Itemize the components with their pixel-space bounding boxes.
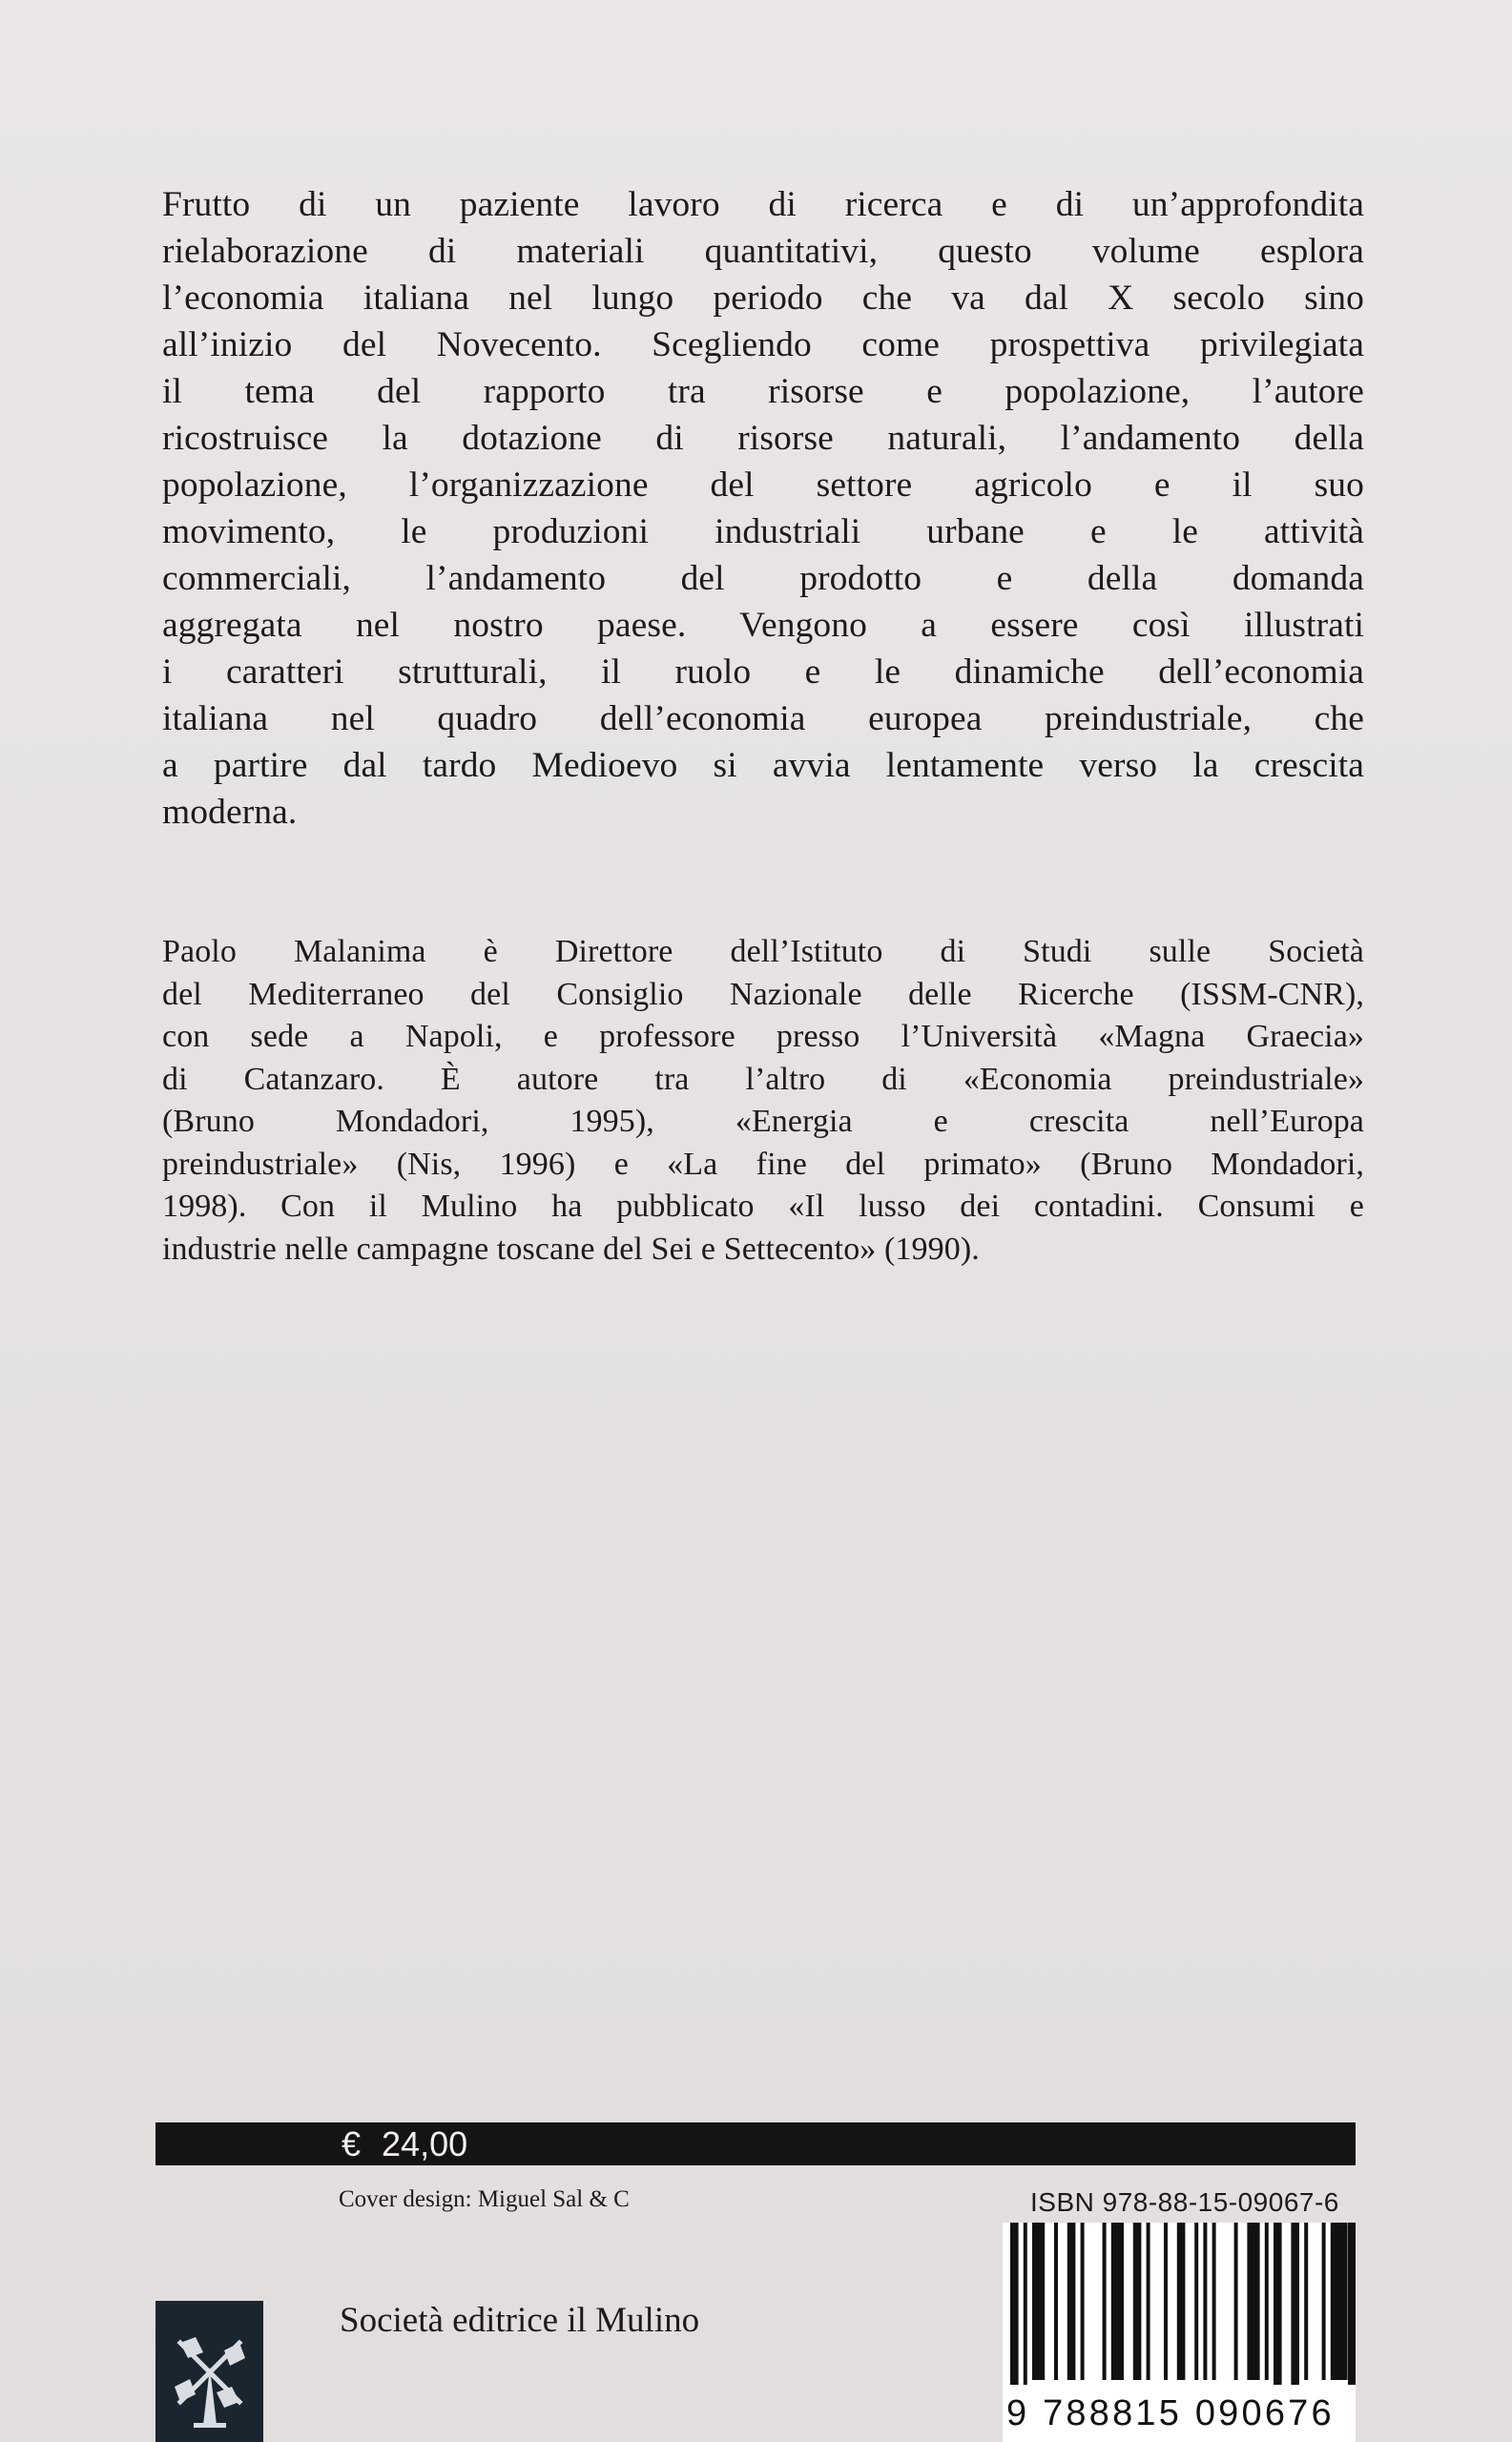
author-bio-line: (Bruno Mondadori, 1995), «Energia e crescita nell’Europa xyxy=(162,1104,1364,1139)
author-bio-line: di Catanzaro. È autore tra l’altro di «Economia preindustriale» xyxy=(162,1061,1364,1097)
barcode-bar xyxy=(1348,2223,1352,2390)
description-line: a partire dal tardo Medioevo si avvia lentamente verso la crescita xyxy=(162,746,1364,785)
barcode-bar xyxy=(1212,2223,1216,2380)
barcode-bar xyxy=(1322,2223,1326,2380)
barcode-bar xyxy=(1067,2223,1076,2380)
author-bio-line: del Mediterraneo del Consiglio Nazionale delle Ricerche (ISSM-CNR), xyxy=(162,976,1364,1012)
description-line: italiana nel quadro dell’economia europea preindustriale, che xyxy=(162,699,1364,738)
barcode-bar xyxy=(1291,2223,1299,2390)
barcode-bar xyxy=(1111,2223,1124,2380)
publisher-name: Società editrice il Mulino xyxy=(340,2301,700,2340)
barcode-bar xyxy=(1194,2223,1198,2380)
description-line: popolazione, l’organizzazione del settore agricolo e il suo xyxy=(162,466,1364,505)
cover-design-credit: Cover design: Miguel Sal & C xyxy=(339,2186,630,2212)
barcode-bar xyxy=(1133,2223,1142,2380)
price-currency: € xyxy=(342,2124,362,2163)
price-amount: 24,00 xyxy=(382,2124,468,2163)
description-line: ricostruisce la dotazione di risorse naturali, l’andamento della xyxy=(162,419,1364,458)
author-bio-line: industrie nelle campagne toscane del Sei e Settecento» (1990). xyxy=(162,1231,980,1267)
book-description xyxy=(162,181,1364,836)
barcode-bar xyxy=(1054,2223,1058,2380)
publisher-logo xyxy=(155,2301,263,2442)
barcode-bar xyxy=(1265,2223,1269,2380)
barcode-bars xyxy=(1003,2223,1356,2390)
author-bio-line: 1998). Con il Mulino ha pubblicato «Il lusso dei contadini. Consumi e xyxy=(162,1189,1364,1224)
author-bio-line: Paolo Malanima è Direttore dell’Istituto di Studi sulle Società xyxy=(162,934,1364,969)
isbn-label: ISBN 978-88-15-09067-6 xyxy=(1030,2187,1339,2217)
barcode-bar xyxy=(1331,2223,1348,2380)
windmill-icon xyxy=(155,2301,263,2442)
barcode-bar xyxy=(1010,2223,1019,2390)
barcode-bar xyxy=(1234,2223,1238,2380)
description-line: Frutto di un paziente lavoro di ricerca e di un’approfondita xyxy=(162,185,1364,224)
description-line: commerciali, l’andamento del prodotto e della domanda xyxy=(162,559,1364,598)
price-bar xyxy=(155,2122,1356,2165)
barcode-bar xyxy=(1024,2223,1027,2390)
description-line: rielaborazione di materiali quantitativi, questo volume esplora xyxy=(162,232,1364,271)
author-bio-line: preindustriale» (Nis, 1996) e «La fine del primato» (Bruno Mondadori, xyxy=(162,1146,1364,1182)
description-line: i caratteri strutturali, il ruolo e le dinamiche dell’economia xyxy=(162,652,1364,692)
barcode-bar xyxy=(1103,2223,1107,2380)
barcode-bar xyxy=(1164,2223,1168,2380)
description-line: moderna. xyxy=(162,793,298,832)
barcode-bar xyxy=(1274,2223,1282,2390)
barcode-digits: 9 788815 090676 xyxy=(1003,2385,1356,2442)
barcode-bar xyxy=(1032,2223,1045,2380)
author-bio-line: con sede a Napoli, e professore presso l’Università «Magna Graecia» xyxy=(162,1019,1364,1054)
description-line: all’inizio del Novecento. Scegliendo come prospettiva privilegiata xyxy=(162,325,1364,364)
description-line: movimento, le produzioni industriali urbane e le attività xyxy=(162,512,1364,551)
barcode-bar xyxy=(1081,2223,1085,2380)
description-line: l’economia italiana nel lungo periodo che va dal X secolo sino xyxy=(162,279,1364,318)
author-bio xyxy=(162,931,1364,1271)
description-line: il tema del rapporto tra risorse e popolazione, l’autore xyxy=(162,372,1364,411)
barcode-bar xyxy=(1203,2223,1207,2380)
barcode-bar xyxy=(1304,2223,1308,2380)
description-line: aggregata nel nostro paese. Vengono a essere così illustrati xyxy=(162,606,1364,645)
barcode-bar xyxy=(1177,2223,1186,2380)
barcode-bar xyxy=(1247,2223,1259,2380)
barcode-bar xyxy=(1147,2223,1150,2380)
